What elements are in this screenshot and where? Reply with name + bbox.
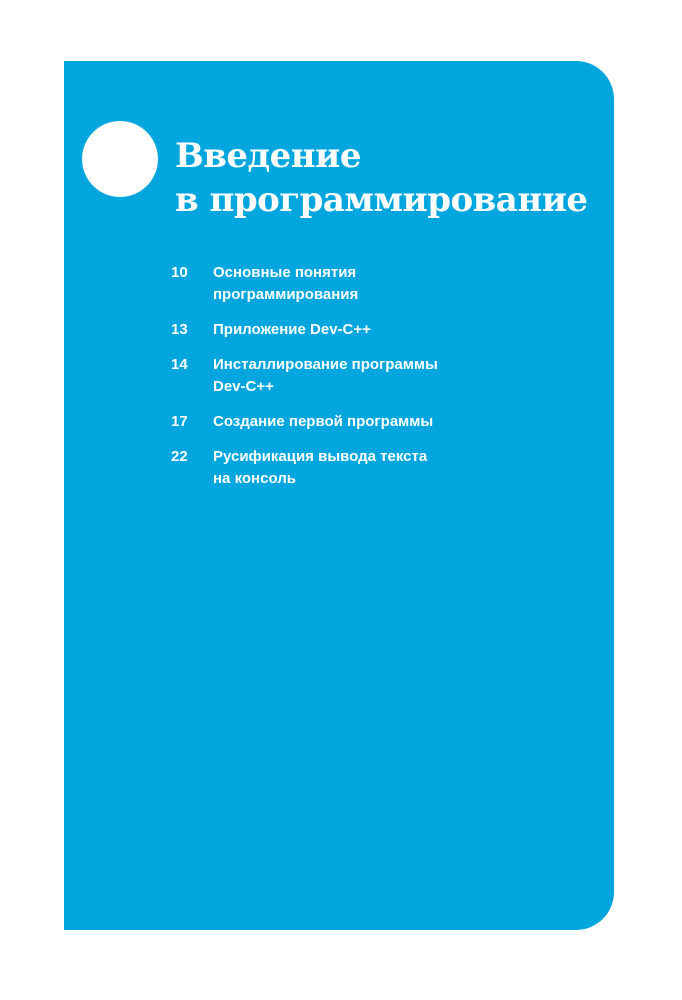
toc-entry[interactable]	[171, 411, 513, 433]
toc-entry-title: Основные понятия программирования	[213, 264, 359, 303]
toc-page-number: 22	[171, 448, 188, 465]
toc-entry[interactable]	[171, 446, 513, 490]
toc-entry-title: Создание первой программы	[213, 413, 434, 430]
toc-entry[interactable]	[171, 262, 513, 306]
toc-page-number: 14	[171, 356, 188, 373]
table-of-contents	[171, 262, 513, 503]
toc-entry-title: Приложение Dev-C++	[213, 321, 371, 338]
toc-entry[interactable]	[171, 354, 513, 398]
toc-page-number: 17	[171, 413, 188, 430]
toc-entry[interactable]	[171, 319, 513, 341]
chapter-circle-marker	[82, 121, 158, 197]
toc-page-number: 13	[171, 321, 188, 338]
chapter-title-line-2: в программирование	[175, 180, 588, 220]
toc-page-number: 10	[171, 264, 188, 281]
toc-entry-title: Русификация вывода текста на консоль	[213, 448, 428, 487]
chapter-title	[175, 134, 588, 222]
toc-entry-title: Инсталлирование программы Dev-C++	[213, 356, 438, 395]
chapter-title-line-1: Введение	[175, 136, 362, 176]
